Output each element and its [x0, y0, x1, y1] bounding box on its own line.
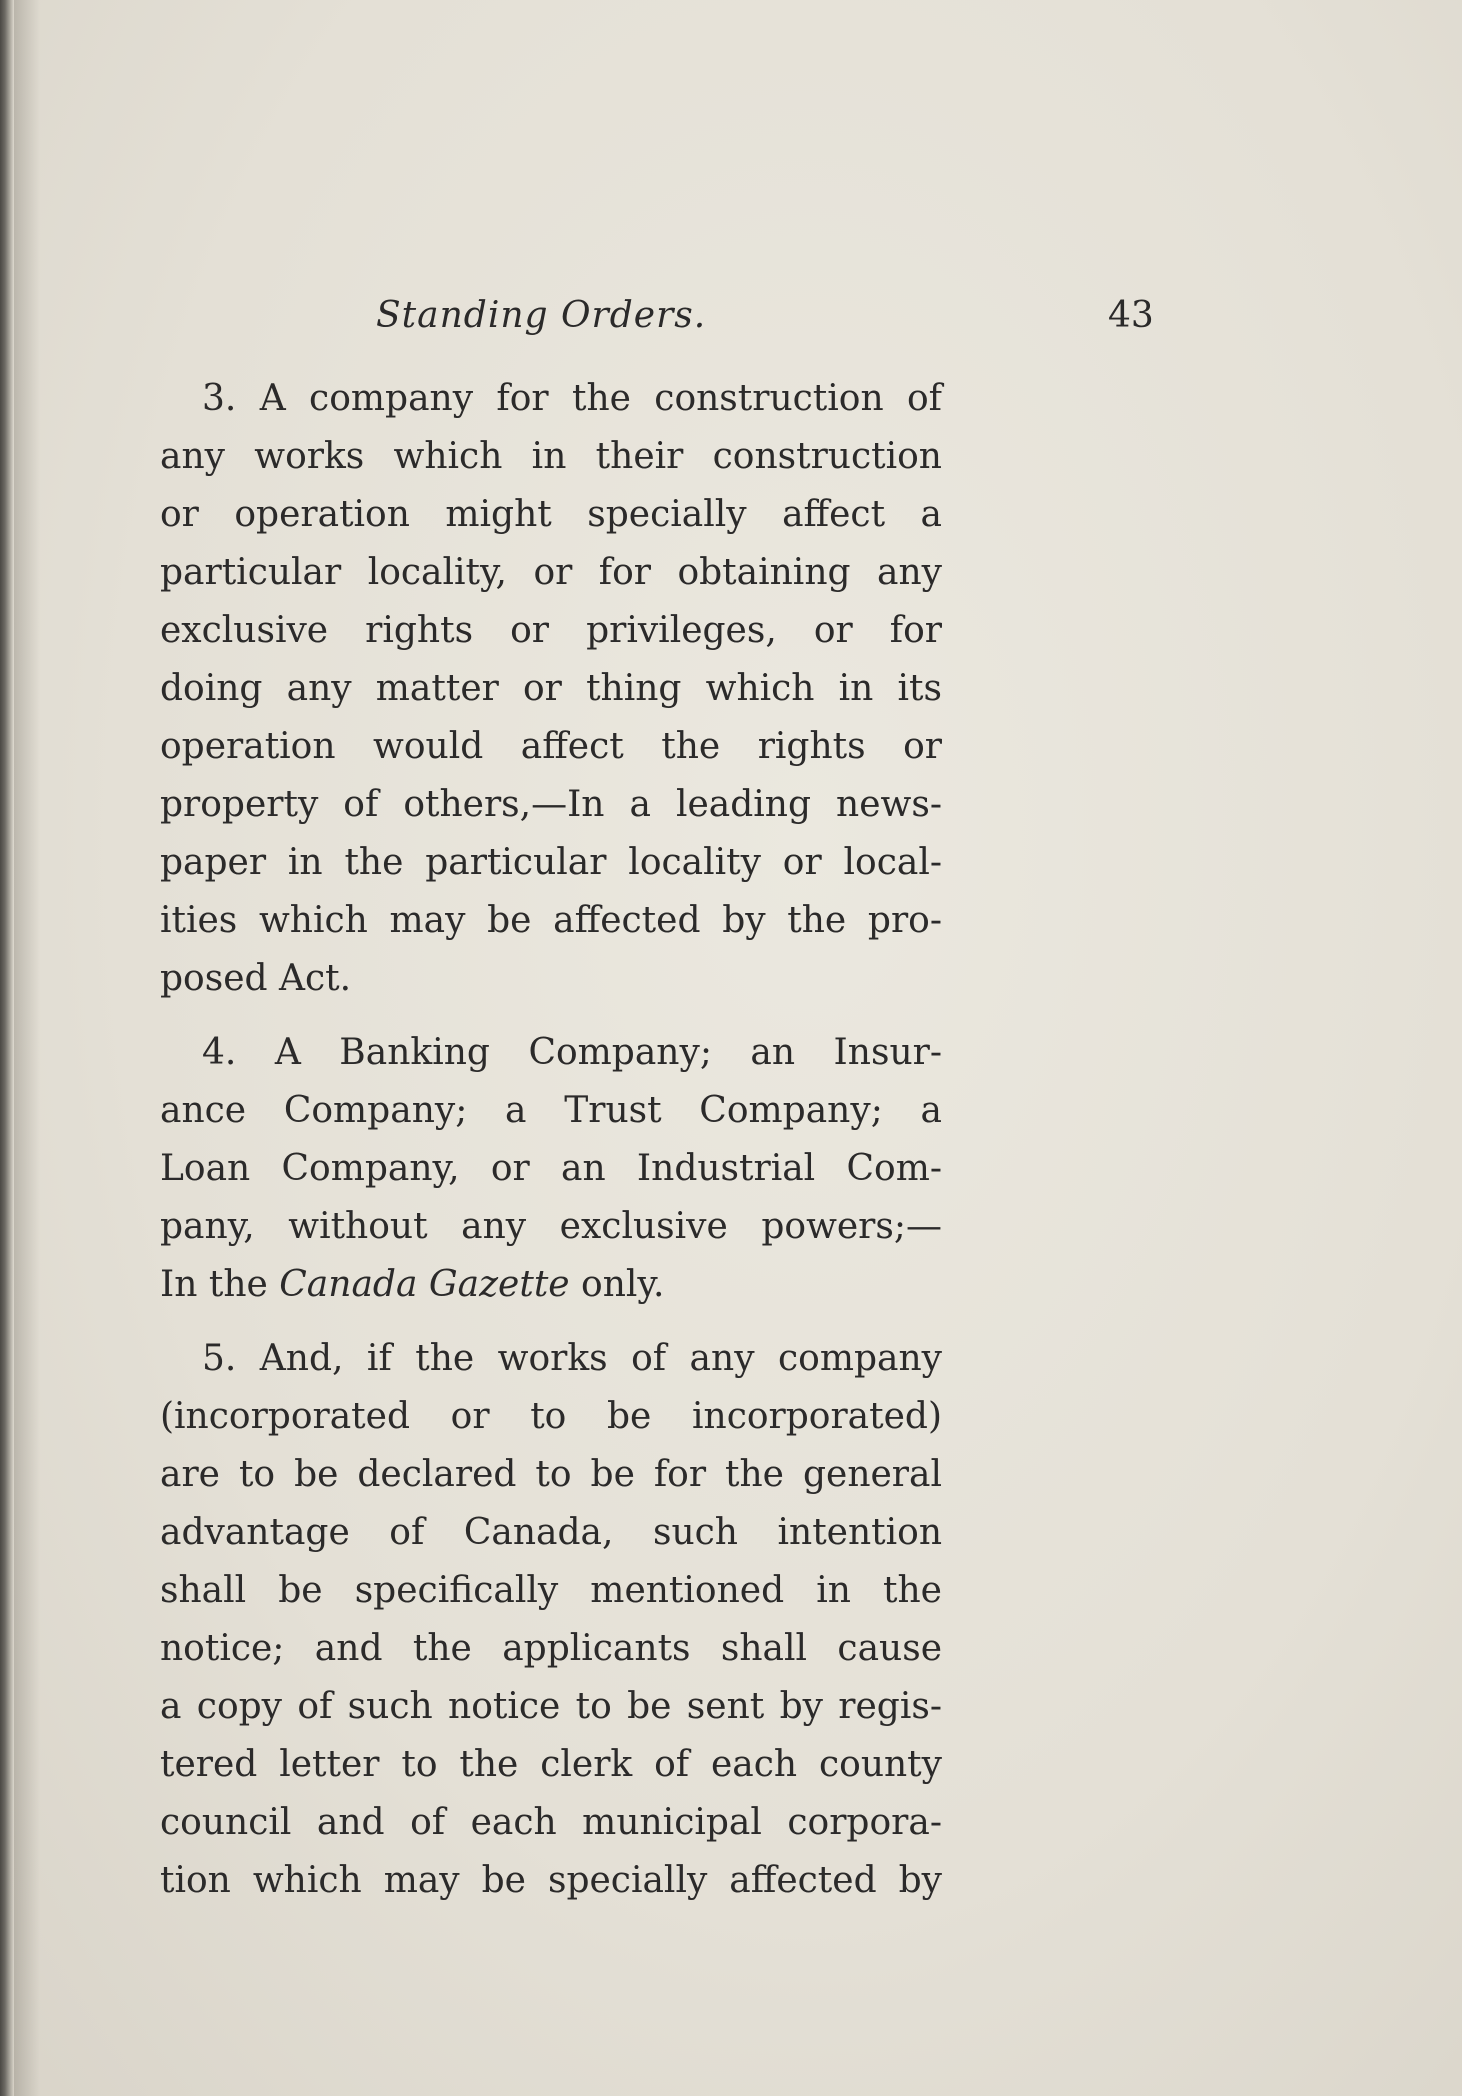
text-line: ance Company; a Trust Company; a — [160, 1090, 942, 1131]
text-line: Loan Company, or an Industrial Com- — [160, 1148, 942, 1189]
text-line — [160, 1256, 942, 1314]
page-binding-edge — [0, 0, 14, 2096]
publication-name: Canada Gazette — [279, 1264, 570, 1305]
running-head: Standing Orders. — [376, 295, 707, 336]
text-line: property of others,—In a leading news- — [160, 784, 942, 825]
text-line: doing any matter or thing which in its — [160, 668, 942, 709]
text-line: (incorporated or to be incorporated) — [160, 1396, 942, 1437]
text-line: council and of each municipal corpora- — [160, 1802, 942, 1843]
text-line: are to be declared to be for the general — [160, 1454, 942, 1495]
text-line: any works which in their construction — [160, 436, 942, 477]
text-line: tion which may be specially affected by — [160, 1860, 942, 1901]
page-binding-shadow — [14, 0, 40, 2096]
text-line: 3. A company for the construction of — [202, 378, 942, 419]
text-line: 4. A Banking Company; an Insur- — [202, 1032, 942, 1073]
text-line: 5. And, if the works of any company — [202, 1338, 942, 1379]
text-line: or operation might specially affect a — [160, 494, 942, 535]
text-line: ities which may be affected by the pro- — [160, 900, 942, 941]
text-line: posed Act. — [160, 958, 352, 999]
text-line: shall be specifically mentioned in the — [160, 1570, 942, 1611]
text-line: particular locality, or for obtaining any — [160, 552, 942, 593]
text-line: notice; and the applicants shall cause — [160, 1628, 942, 1669]
paragraph-5 — [160, 1330, 942, 1910]
text-run: In the — [160, 1264, 280, 1305]
text-line: paper in the particular locality or local- — [160, 842, 942, 883]
text-line: pany, without any exclusive powers;— — [160, 1206, 942, 1247]
page-body — [160, 370, 942, 1926]
text-line: advantage of Canada, such intention — [160, 1512, 942, 1553]
text-line: operation would affect the rights or — [160, 726, 942, 767]
page-number: 43 — [1108, 295, 1154, 336]
text-line: a copy of such notice to be sent by regis- — [160, 1686, 942, 1727]
paragraph-3 — [160, 370, 942, 1008]
text-line: exclusive rights or privileges, or for — [160, 610, 942, 651]
text-run: only. — [569, 1264, 665, 1305]
page-header — [160, 288, 1160, 344]
paragraph-4 — [160, 1024, 942, 1314]
text-line: tered letter to the clerk of each county — [160, 1744, 942, 1785]
